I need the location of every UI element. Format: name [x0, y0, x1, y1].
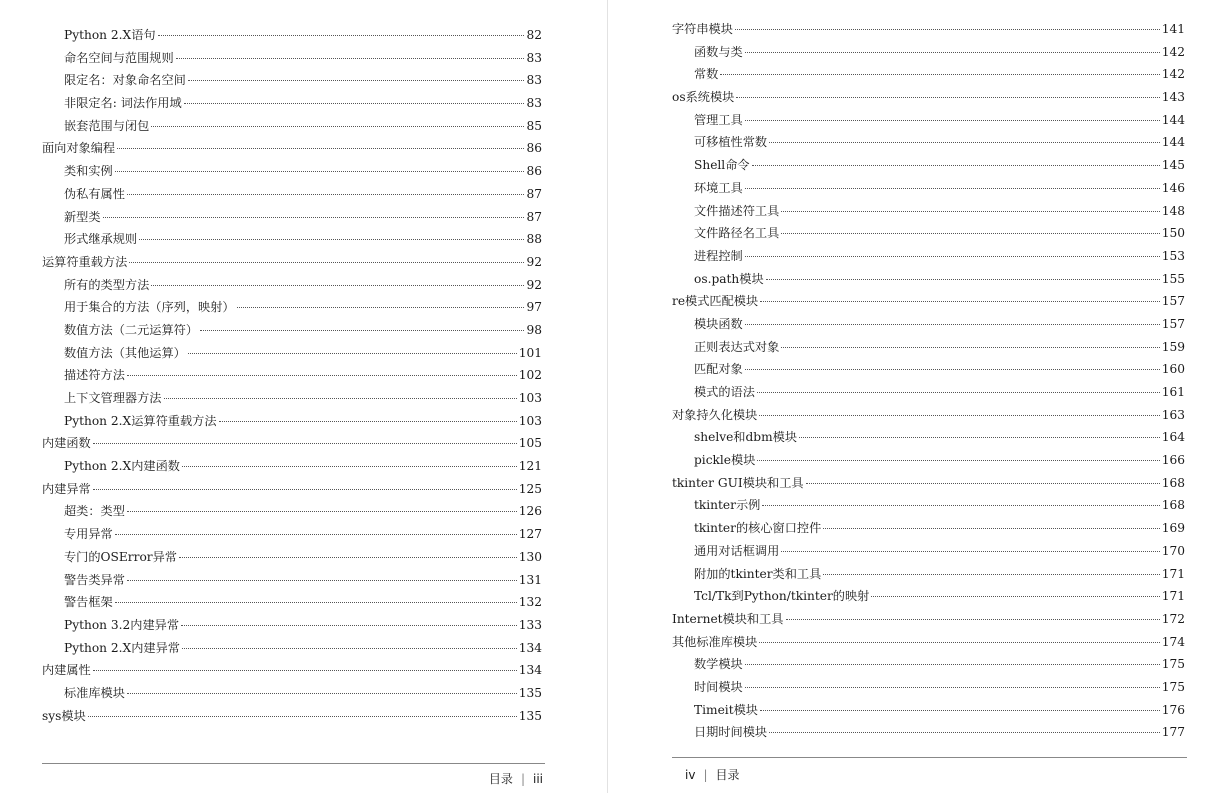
toc-entry[interactable]	[42, 661, 542, 684]
toc-entry[interactable]	[42, 26, 542, 49]
toc-entry-page-number: 143	[1161, 90, 1185, 105]
dot-leader	[127, 511, 517, 512]
dot-leader	[781, 233, 1159, 234]
dot-leader	[164, 398, 517, 399]
toc-entry-title: Python 2.X运算符重载方法	[64, 413, 217, 428]
toc-entry[interactable]	[672, 587, 1185, 610]
toc-entry-page-number: 142	[1161, 67, 1185, 82]
footer-page-number: iv	[685, 768, 696, 782]
toc-entry-page-number: 160	[1161, 362, 1185, 377]
dot-leader	[736, 97, 1159, 98]
toc-entry[interactable]	[42, 548, 542, 571]
toc-list-left	[42, 26, 542, 729]
toc-entry-title: 内建异常	[42, 481, 91, 496]
footer-section-title: 目录	[488, 772, 513, 786]
toc-entry-page-number: 83	[526, 73, 542, 88]
toc-entry[interactable]	[672, 496, 1185, 519]
toc-entry[interactable]	[42, 502, 542, 525]
toc-entry[interactable]	[672, 428, 1185, 451]
toc-entry-page-number: 171	[1161, 589, 1185, 604]
toc-entry[interactable]	[672, 565, 1185, 588]
toc-entry-title: 环境工具	[694, 180, 743, 195]
toc-entry-title: Shell命令	[694, 158, 750, 173]
toc-entry[interactable]	[42, 639, 542, 662]
dot-leader	[745, 369, 1160, 370]
toc-entry-title: 数值方法（二元运算符）	[64, 322, 199, 337]
toc-entry-title: 超类：类型	[64, 504, 125, 519]
toc-entry[interactable]	[672, 247, 1185, 270]
toc-entry-title: Python 3.2内建异常	[64, 617, 180, 632]
toc-entry-page-number: 131	[518, 572, 542, 587]
dot-leader	[745, 324, 1160, 325]
toc-entry-page-number: 144	[1161, 112, 1185, 127]
dot-leader	[762, 505, 1159, 506]
toc-entry-page-number: 157	[1161, 294, 1185, 309]
dot-leader	[781, 551, 1159, 552]
toc-entry[interactable]	[42, 389, 542, 412]
dot-leader	[799, 437, 1160, 438]
toc-entry-page-number: 164	[1161, 430, 1185, 445]
toc-entry[interactable]	[42, 707, 542, 730]
toc-entry[interactable]	[42, 253, 542, 276]
toc-entry[interactable]	[42, 593, 542, 616]
toc-entry[interactable]	[672, 542, 1185, 565]
toc-entry-page-number: 169	[1161, 521, 1185, 536]
toc-entry-page-number: 135	[518, 708, 542, 723]
toc-entry-title: Tcl/Tk到Python/tkinter的映射	[694, 589, 870, 604]
toc-entry-title: 专门的OSError异常	[64, 549, 177, 564]
dot-leader	[127, 194, 525, 195]
toc-entry[interactable]	[672, 474, 1185, 497]
toc-entry-title: os系统模块	[672, 90, 735, 105]
toc-entry[interactable]	[42, 457, 542, 480]
toc-entry-page-number: 86	[526, 141, 542, 156]
dot-leader	[871, 596, 1159, 597]
toc-entry-title: 文件描述符工具	[694, 203, 780, 218]
dot-leader	[760, 301, 1160, 302]
toc-entry-title: 警告框架	[64, 595, 113, 610]
footer-rule-right	[672, 757, 1187, 758]
dot-leader	[752, 165, 1160, 166]
dot-leader	[129, 262, 524, 263]
toc-entry-title: 描述符方法	[64, 368, 125, 383]
toc-entry[interactable]	[672, 633, 1185, 656]
dot-leader	[219, 421, 517, 422]
toc-entry-title: Timeit模块	[694, 702, 758, 717]
toc-entry-page-number: 130	[518, 549, 542, 564]
toc-entry-title: Internet模块和工具	[672, 611, 784, 626]
dot-leader	[769, 732, 1160, 733]
toc-entry[interactable]	[672, 111, 1185, 134]
toc-entry[interactable]	[672, 133, 1185, 156]
toc-entry-page-number: 82	[526, 28, 542, 42]
dot-leader	[188, 80, 525, 81]
toc-entry[interactable]	[42, 480, 542, 503]
toc-entry-title: 限定名：对象命名空间	[64, 73, 186, 88]
toc-entry-page-number: 87	[526, 186, 542, 201]
toc-entry[interactable]	[672, 43, 1185, 66]
toc-entry[interactable]	[672, 406, 1185, 429]
dot-leader	[117, 148, 524, 149]
toc-entry[interactable]	[42, 616, 542, 639]
toc-entry[interactable]	[42, 684, 542, 707]
dot-leader	[93, 443, 517, 444]
toc-entry[interactable]	[672, 88, 1185, 111]
toc-entry[interactable]	[672, 270, 1185, 293]
toc-entry-page-number: 155	[1161, 271, 1185, 286]
dot-leader	[184, 103, 525, 104]
toc-entry-title: 标准库模块	[64, 685, 125, 700]
toc-entry[interactable]	[672, 610, 1185, 633]
dot-leader	[188, 353, 517, 354]
toc-entry-page-number: 101	[518, 345, 542, 360]
dot-leader	[181, 625, 517, 626]
toc-entry-title: 匹配对象	[694, 362, 743, 377]
toc-entry-page-number: 148	[1161, 203, 1185, 218]
toc-entry[interactable]	[672, 360, 1185, 383]
dot-leader	[127, 375, 517, 376]
dot-leader	[757, 460, 1159, 461]
dot-leader	[745, 52, 1160, 53]
dot-leader	[93, 670, 517, 671]
toc-entry-title: 形式继承规则	[64, 232, 138, 247]
toc-entry-page-number: 98	[526, 322, 542, 337]
footer-separator: |	[520, 772, 525, 786]
toc-entry-title: re模式匹配模块	[672, 294, 759, 309]
toc-entry-page-number: 125	[518, 481, 542, 496]
toc-entry-page-number: 144	[1161, 135, 1185, 150]
toc-entry-title: 所有的类型方法	[64, 277, 150, 292]
toc-entry-title: 正则表达式对象	[694, 339, 780, 354]
toc-entry[interactable]	[42, 276, 542, 299]
dot-leader	[151, 285, 524, 286]
dot-leader	[115, 602, 517, 603]
dot-leader	[745, 120, 1160, 121]
toc-entry[interactable]	[672, 156, 1185, 179]
dot-leader	[88, 716, 517, 717]
toc-entry-title: 伪私有属性	[64, 186, 125, 201]
toc-entry-title: 文件路径名工具	[694, 226, 780, 241]
toc-entry-page-number: 133	[518, 617, 542, 632]
toc-entry-page-number: 166	[1161, 453, 1185, 468]
dot-leader	[179, 557, 517, 558]
dot-leader	[200, 330, 524, 331]
dot-leader	[182, 466, 517, 467]
toc-entry-page-number: 161	[1161, 385, 1185, 399]
toc-entry[interactable]	[672, 20, 1185, 43]
toc-entry-page-number: 105	[518, 436, 542, 451]
toc-entry-title: tkinter GUI模块和工具	[672, 475, 804, 490]
toc-entry-page-number: 135	[518, 685, 542, 700]
toc-entry-title: 数值方法（其他运算）	[64, 345, 186, 360]
toc-entry-page-number: 174	[1161, 634, 1185, 649]
dot-leader	[151, 126, 524, 127]
toc-entry-title: 新型类	[64, 209, 101, 224]
toc-entry-title: 时间模块	[694, 679, 743, 694]
toc-entry-page-number: 153	[1161, 248, 1185, 263]
toc-entry-page-number: 134	[518, 640, 542, 655]
toc-entry-page-number: 175	[1161, 657, 1185, 672]
toc-entry-title: 管理工具	[694, 112, 743, 127]
toc-entry-title: 数学模块	[694, 657, 743, 672]
dot-leader	[182, 648, 517, 649]
toc-entry-title: 内建属性	[42, 663, 91, 678]
toc-entry[interactable]	[42, 230, 542, 253]
dot-leader	[735, 29, 1160, 30]
toc-entry-page-number: 85	[526, 118, 542, 133]
right-page	[608, 0, 1215, 793]
toc-entry[interactable]	[42, 71, 542, 94]
dot-leader	[781, 211, 1159, 212]
dot-leader	[139, 239, 524, 240]
toc-entry-title: 模式的语法	[694, 385, 755, 399]
toc-entry-title: 附加的tkinter类和工具	[694, 566, 822, 581]
toc-entry-page-number: 170	[1161, 543, 1185, 558]
left-page	[0, 0, 607, 793]
toc-entry-page-number: 157	[1161, 316, 1185, 331]
toc-list-right	[672, 20, 1185, 746]
toc-entry-page-number: 177	[1161, 725, 1185, 740]
toc-entry-title: 用于集合的方法（序列，映射）	[64, 300, 235, 315]
toc-entry-page-number: 171	[1161, 566, 1185, 581]
toc-entry[interactable]	[42, 49, 542, 72]
dot-leader	[103, 217, 525, 218]
dot-leader	[176, 58, 525, 59]
dot-leader	[781, 347, 1159, 348]
toc-entry-title: 日期时间模块	[694, 725, 768, 740]
toc-entry-page-number: 150	[1161, 226, 1185, 241]
toc-entry[interactable]	[672, 338, 1185, 361]
toc-entry-page-number: 132	[518, 595, 542, 610]
dot-leader	[745, 664, 1160, 665]
toc-entry-page-number: 142	[1161, 44, 1185, 59]
footer-left	[489, 770, 543, 787]
toc-entry-page-number: 168	[1161, 498, 1185, 513]
footer-right	[685, 766, 740, 783]
toc-entry[interactable]	[672, 65, 1185, 88]
toc-entry-title: shelve和dbm模块	[694, 430, 798, 445]
toc-entry-title: 模块函数	[694, 316, 743, 331]
toc-entry-title: tkinter的核心窗口控件	[694, 521, 822, 536]
toc-entry[interactable]	[42, 366, 542, 389]
toc-entry-title: 非限定名: 词法作用域	[64, 96, 182, 111]
toc-entry-title: os.path模块	[694, 271, 764, 286]
toc-entry-title: 类和实例	[64, 164, 113, 179]
toc-entry[interactable]	[42, 434, 542, 457]
toc-entry-page-number: 103	[518, 391, 542, 405]
toc-entry-title: 嵌套范围与闭包	[64, 118, 150, 133]
dot-leader	[757, 392, 1160, 393]
footer-rule-left	[42, 763, 545, 764]
dot-leader	[766, 279, 1160, 280]
dot-leader	[759, 415, 1159, 416]
toc-entry[interactable]	[672, 701, 1185, 724]
toc-entry-page-number: 126	[518, 504, 542, 519]
toc-entry[interactable]	[672, 723, 1185, 746]
toc-entry-title: 警告类异常	[64, 572, 125, 587]
toc-entry[interactable]	[672, 179, 1185, 202]
toc-entry-page-number: 127	[518, 527, 542, 542]
toc-entry[interactable]	[42, 94, 542, 117]
toc-entry[interactable]	[672, 315, 1185, 338]
toc-entry-title: 内建函数	[42, 436, 91, 451]
dot-leader	[745, 687, 1160, 688]
toc-entry-title: 专用异常	[64, 527, 113, 542]
toc-entry-page-number: 92	[526, 277, 542, 292]
dot-leader	[769, 142, 1160, 143]
toc-entry[interactable]	[672, 655, 1185, 678]
toc-entry-title: 面向对象编程	[42, 141, 116, 156]
toc-entry-page-number: 121	[518, 459, 542, 474]
toc-entry-title: 进程控制	[694, 248, 743, 263]
dot-leader	[127, 693, 517, 694]
toc-entry-page-number: 86	[526, 164, 542, 179]
toc-entry-title: 通用对话框调用	[694, 543, 780, 558]
toc-entry[interactable]	[672, 224, 1185, 247]
toc-entry-page-number: 175	[1161, 679, 1185, 694]
toc-entry-title: sys模块	[42, 708, 86, 723]
dot-leader	[786, 619, 1160, 620]
toc-entry-title: tkinter示例	[694, 498, 761, 513]
toc-entry[interactable]	[672, 383, 1185, 406]
dot-leader	[93, 489, 517, 490]
toc-entry[interactable]	[672, 451, 1185, 474]
toc-entry[interactable]	[42, 571, 542, 594]
toc-entry-title: 命名空间与范围规则	[64, 50, 174, 65]
toc-entry-title: 对象持久化模块	[672, 407, 758, 422]
dot-leader	[745, 256, 1160, 257]
toc-entry-page-number: 145	[1161, 158, 1185, 173]
footer-section-title: 目录	[715, 768, 740, 782]
toc-entry-title: pickle模块	[694, 453, 756, 468]
dot-leader	[759, 642, 1159, 643]
toc-entry[interactable]	[42, 298, 542, 321]
toc-entry-page-number: 141	[1161, 22, 1185, 36]
toc-entry[interactable]	[672, 678, 1185, 701]
toc-entry[interactable]	[42, 139, 542, 162]
toc-entry-title: 可移植性常数	[694, 135, 768, 150]
toc-entry[interactable]	[42, 162, 542, 185]
toc-entry-page-number: 97	[526, 300, 542, 315]
toc-entry-page-number: 83	[526, 50, 542, 65]
footer-separator: |	[703, 768, 708, 782]
toc-entry[interactable]	[42, 208, 542, 231]
dot-leader	[745, 188, 1160, 189]
toc-entry-title: 其他标准库模块	[672, 634, 758, 649]
dot-leader	[720, 74, 1159, 75]
toc-entry-page-number: 87	[526, 209, 542, 224]
footer-page-number: iii	[532, 772, 543, 786]
toc-entry[interactable]	[672, 202, 1185, 225]
dot-leader	[158, 35, 525, 36]
toc-entry-title: 运算符重载方法	[42, 254, 128, 269]
toc-entry-page-number: 88	[526, 232, 542, 247]
toc-entry-page-number: 103	[518, 413, 542, 428]
toc-entry-title: Python 2.X内建异常	[64, 640, 180, 655]
dot-leader	[115, 171, 525, 172]
toc-entry-title: 上下文管理器方法	[64, 391, 162, 405]
toc-entry-page-number: 146	[1161, 180, 1185, 195]
dot-leader	[237, 307, 525, 308]
toc-entry[interactable]	[42, 321, 542, 344]
toc-entry[interactable]	[42, 117, 542, 140]
toc-entry-title: 常数	[694, 67, 719, 82]
toc-entry-page-number: 83	[526, 96, 542, 111]
toc-entry-title: Python 2.X内建函数	[64, 459, 180, 474]
toc-entry-page-number: 163	[1161, 407, 1185, 422]
toc-entry[interactable]	[42, 185, 542, 208]
toc-entry-page-number: 172	[1161, 611, 1185, 626]
toc-entry[interactable]	[42, 525, 542, 548]
dot-leader	[760, 710, 1160, 711]
toc-entry-page-number: 134	[518, 663, 542, 678]
toc-entry-title: Python 2.X语句	[64, 28, 156, 42]
toc-entry-title: 字符串模块	[672, 22, 733, 36]
dot-leader	[823, 528, 1159, 529]
dot-leader	[806, 483, 1160, 484]
toc-entry-page-number: 92	[526, 254, 542, 269]
toc-entry-page-number: 176	[1161, 702, 1185, 717]
toc-entry[interactable]	[672, 292, 1185, 315]
toc-entry-page-number: 168	[1161, 475, 1185, 490]
toc-entry[interactable]	[42, 412, 542, 435]
toc-entry[interactable]	[42, 344, 542, 367]
dot-leader	[115, 534, 517, 535]
toc-entry-title: 函数与类	[694, 44, 743, 59]
dot-leader	[823, 574, 1159, 575]
dot-leader	[127, 580, 517, 581]
toc-entry-page-number: 102	[518, 368, 542, 383]
toc-entry[interactable]	[672, 519, 1185, 542]
toc-entry-page-number: 159	[1161, 339, 1185, 354]
